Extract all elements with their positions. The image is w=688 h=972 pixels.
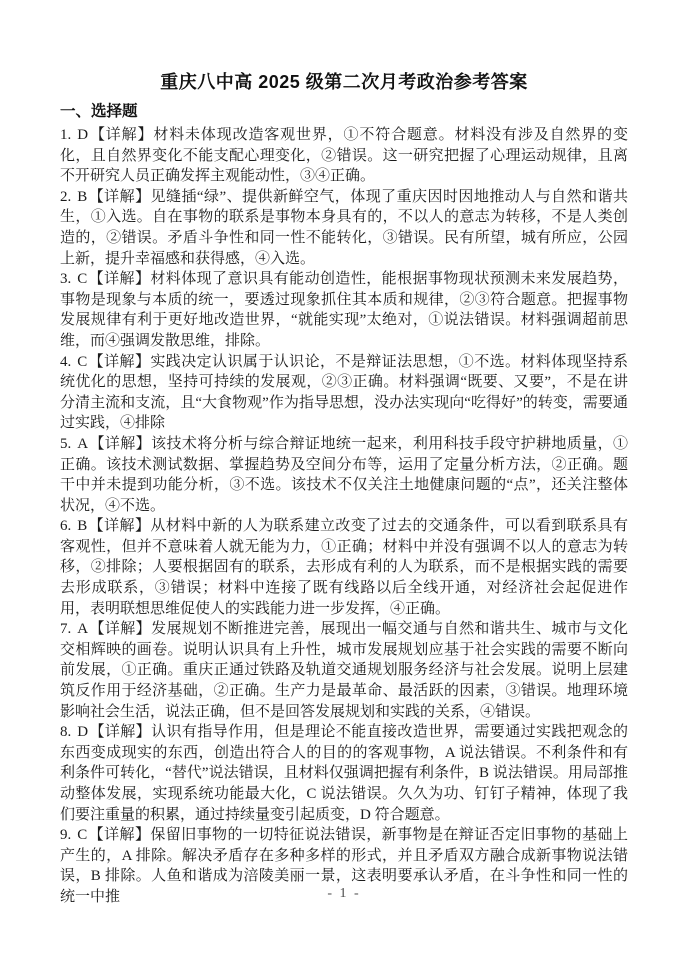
item-answer-letter: C: [77, 271, 88, 288]
item-answer-letter: B: [77, 188, 88, 205]
item-answer-letter: C: [77, 353, 88, 370]
item-number: 2.: [60, 188, 72, 205]
item-detail-tag: 【详解】: [88, 188, 151, 205]
item-explanation: 保留旧事物的一切特征说法错误，新事物是在辩证否定旧事物的基础上产生的，A 排除。解决矛盾存在多种多样的形式，并且矛盾双方融合成新事物说法错误，B 排除。人鱼和谐成为涪陵美丽一景，这表明要承认矛盾，在斗争性和同一性的统一中推: [60, 827, 628, 905]
item-answer-letter: D: [77, 724, 89, 741]
item-detail-tag: 【详解】: [89, 621, 152, 638]
item-detail-tag: 【详解】: [89, 724, 152, 741]
item-explanation: 见缝插“绿”、提供新鲜空气，体现了重庆因时因地推动人与自然和谐共生，①入选。自在事物的联系是事物本身具有的，不以人的意志为转移，不是人类创造的，②错误。矛盾斗争性和同一性不能转化，③错误。民有所望，城有所应，公园上新，提升幸福感和获得感，④入选。: [60, 188, 628, 267]
item-detail-tag: 【详解】: [89, 127, 154, 143]
item-number: 6.: [60, 518, 72, 535]
answer-item-6: [60, 516, 628, 619]
item-explanation: 认识有指导作用，但是理论不能直接改造世界，需要通过实践把观念的东西变成现实的东西，创造出符合人的目的的客观事物，A 说法错误。不利条件和有利条件可转化，“替代”说法错误，且材料仅强调把握有利条件，B 说法错误。用局部推动整体发展，实现系统功能最大化，C 说法错误。久久为功、钉钉子精神，体现了我们要注重量的积累，通过持续量变引起质变，D 符合题意。: [60, 724, 628, 823]
item-explanation: 实践决定认识属于认识论，不是辩证法思想，①不选。材料体现坚持系统优化的思想，坚持可持续的发展观，②③正确。材料强调“既要、又要”，不是在讲分清主流和支流，且“大食物观”作为指导思想，没办法实现向“吃得好”的转变，需要通过实践，④排除: [60, 353, 628, 432]
item-explanation: 从材料中新的人为联系建立改变了过去的交通条件，可以看到联系具有客观性，但并不意味着人就无能为力，①正确；材料中并没有强调不以人的意志为转移，②排除；人要根据固有的联系，去形成有利的人为联系，而不是根据实践的需要去形成联系，③错误；材料中连接了既有线路以后全线开通，对经济社会起促进作用，表明联想思维促使人的实践能力进一步发挥，④正确。: [60, 518, 628, 617]
item-number: 7.: [60, 621, 72, 638]
item-detail-tag: 【详解】: [88, 271, 151, 288]
item-number: 3.: [60, 271, 72, 288]
item-explanation: 材料未体现改造客观世界，①不符合题意。材料没有涉及自然界的变化，且自然界变化不能支配心理变化，②错误。这一研究把握了心理运动规律，且离不开研究人员正确发挥主观能动性，③④正确。: [60, 127, 628, 185]
item-number: 4.: [60, 353, 72, 370]
item-detail-tag: 【详解】: [88, 353, 151, 370]
item-answer-letter: A: [77, 435, 89, 452]
document-content: [60, 70, 628, 908]
answer-item-7: [60, 619, 628, 722]
answer-item-3: [60, 269, 628, 351]
item-answer-letter: C: [77, 827, 88, 844]
item-detail-tag: 【详解】: [88, 827, 151, 844]
item-detail-tag: 【详解】: [89, 435, 152, 452]
item-number: 8.: [60, 724, 72, 741]
page-title: 重庆八中高 2025 级第二次月考政治参考答案: [160, 72, 528, 92]
item-detail-tag: 【详解】: [88, 518, 151, 535]
answer-item-1: [60, 125, 628, 187]
item-explanation: 该技术将分析与综合辩证地统一起来，利用科技手段守护耕地质量，①正确。该技术测试数据、掌握趋势及空间分布等，运用了定量分析方法，②正确。题干中并未提到功能分析，③不选。该技术不仅关注土地健康问题的“点”，还关注整体状况，④不选。: [60, 435, 628, 514]
item-answer-letter: D: [77, 127, 89, 143]
section-heading-multiple-choice: 一、选择题: [60, 103, 138, 120]
item-answer-letter: A: [77, 621, 89, 638]
answer-item-4: [60, 352, 628, 434]
item-explanation: 材料体现了意识具有能动创造性，能根据事物现状预测未来发展趋势，事物是现象与本质的统一，要透过现象抓住其本质和规律，②③符合题意。把握事物发展规律有利于更好地改造世界，“就能实现”太绝对，①说法错误。材料强调超前思维，而④强调发散思维，排除。: [60, 271, 628, 349]
answer-item-5: [60, 434, 628, 516]
answer-item-8: [60, 722, 628, 825]
item-answer-letter: B: [77, 518, 88, 535]
item-number: 9.: [60, 827, 72, 844]
page-number: - 1 -: [327, 886, 361, 901]
item-explanation: 发展规划不断推进完善，展现出一幅交通与自然和谐共生、城市与文化交相辉映的画卷。说明认识具有上升性，城市发展规划应基于社会实践的需要不断向前发展，①正确。重庆正通过铁路及轨道交通规划服务经济与社会发展。说明上层建筑反作用于经济基础，②正确。生产力是最革命、最活跃的因素，③错误。地理环境影响社会生活，说法正确，但不是回答发展规划和实践的关系，④错误。: [60, 621, 628, 720]
item-number: 1.: [60, 127, 72, 143]
answer-item-2: [60, 187, 628, 269]
item-number: 5.: [60, 435, 72, 452]
